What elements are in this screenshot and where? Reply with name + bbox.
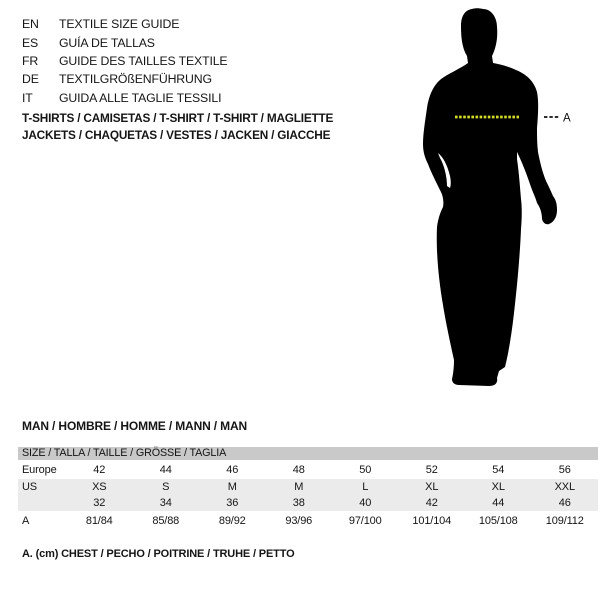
- size-cell: 52: [425, 463, 438, 476]
- size-cell: XS: [92, 481, 107, 493]
- language-row: [22, 70, 227, 88]
- garment-type-line: JACKETS / CHAQUETAS / VESTES / JACKEN / GIACCHE: [22, 128, 331, 142]
- size-table: [18, 447, 598, 530]
- size-cell: 38: [292, 497, 305, 509]
- language-row: [22, 15, 227, 33]
- size-cell: 44: [159, 463, 172, 476]
- size-table-row: [18, 460, 598, 479]
- row-label: Europe: [22, 463, 57, 476]
- figure-area: [410, 6, 580, 396]
- language-title: TEXTILGRÖßENFÜHRUNG: [59, 72, 212, 87]
- size-cell: 93/96: [285, 514, 313, 527]
- size-cell: 36: [226, 497, 239, 509]
- language-code: FR: [22, 53, 39, 68]
- size-cell: XXL: [554, 481, 575, 493]
- size-cell: 40: [359, 497, 372, 509]
- size-table-header: SIZE / TALLA / TAILLE / GRÖSSE / TAGLIA: [18, 447, 598, 460]
- size-cell: XL: [491, 481, 505, 493]
- size-cell: 101/104: [412, 514, 452, 527]
- language-code: IT: [22, 90, 33, 105]
- size-cell: 48: [292, 463, 305, 476]
- garment-type-line: T-SHIRTS / CAMISETAS / T-SHIRT / T-SHIRT / MAGLIETTE: [22, 111, 334, 125]
- size-cell: 89/92: [218, 514, 246, 527]
- row-label: A: [22, 514, 30, 527]
- language-row: [22, 89, 227, 107]
- size-cell: 46: [558, 497, 571, 509]
- language-code: ES: [22, 35, 39, 50]
- language-title: GUIDE DES TAILLES TEXTILE: [59, 53, 228, 68]
- size-cell: L: [362, 481, 369, 493]
- language-title: GUIDA ALLE TAGLIE TESSILI: [59, 90, 222, 105]
- size-cell: 97/100: [348, 514, 382, 527]
- size-cell: 85/88: [152, 514, 180, 527]
- size-cell: XL: [425, 481, 439, 493]
- man-silhouette: [410, 6, 580, 396]
- size-cell: M: [227, 481, 237, 493]
- size-cell: 109/112: [545, 514, 584, 527]
- size-table-body: [18, 460, 598, 530]
- language-row: [22, 52, 227, 70]
- language-title: TEXTILE SIZE GUIDE: [59, 17, 180, 32]
- size-table-row: [18, 511, 598, 530]
- language-row: [22, 33, 227, 51]
- measure-label-a: A: [563, 112, 571, 125]
- size-cell: 81/84: [85, 514, 113, 527]
- measurement-footnote: A. (cm) CHEST / PECHO / POITRINE / TRUHE / PETTO: [22, 548, 295, 560]
- row-label: US: [22, 481, 37, 493]
- section-title-man: MAN / HOMBRE / HOMME / MANN / MAN: [22, 419, 248, 433]
- size-cell: M: [294, 481, 304, 493]
- size-cell: S: [162, 481, 170, 493]
- size-cell: 34: [159, 497, 172, 509]
- size-cell: 50: [359, 463, 372, 476]
- language-code: EN: [22, 17, 39, 32]
- language-title: GUÍA DE TALLAS: [59, 35, 155, 50]
- size-cell: 44: [492, 497, 505, 509]
- size-cell: 54: [492, 463, 505, 476]
- language-code: DE: [22, 72, 39, 87]
- size-cell: 42: [425, 497, 438, 509]
- size-cell: 32: [93, 497, 106, 509]
- language-list: [22, 15, 227, 107]
- size-table-row: [18, 495, 598, 511]
- size-cell: 56: [558, 463, 571, 476]
- size-cell: 105/108: [478, 514, 518, 527]
- size-cell: 46: [226, 463, 239, 476]
- size-table-row: [18, 479, 598, 495]
- garment-types: [22, 110, 333, 144]
- size-cell: 42: [93, 463, 106, 476]
- man-body-shape: [423, 8, 557, 386]
